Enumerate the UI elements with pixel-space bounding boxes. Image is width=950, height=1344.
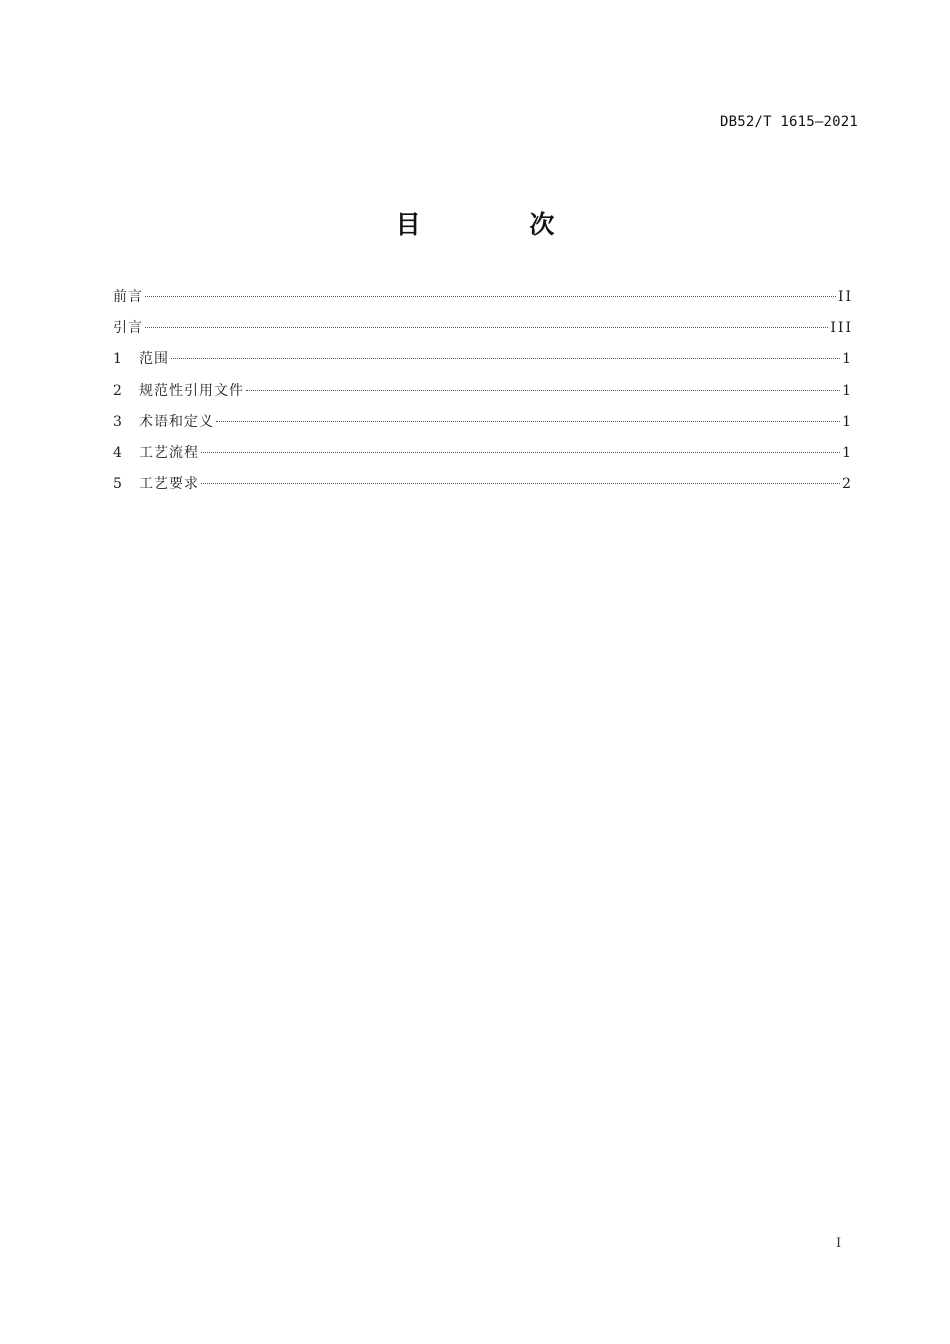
dot-leader [216, 421, 840, 422]
toc-entry-page: III [830, 320, 853, 337]
toc-entry-scope[interactable] [113, 347, 851, 378]
toc-entry-process-requirements[interactable] [113, 472, 851, 503]
dot-leader [246, 390, 840, 391]
toc-entry-label: 工艺要求 [139, 476, 199, 493]
toc-entry-number: 1 [113, 351, 122, 368]
page-number: I [836, 1236, 842, 1251]
toc-entry-label: 前言 [113, 289, 143, 305]
toc-entry-process-flow[interactable] [113, 441, 851, 472]
toc-entry-page: II [837, 289, 853, 305]
toc-entry-number: 5 [113, 476, 122, 493]
toc-entry-label: 引言 [113, 320, 143, 337]
toc-entry-terms-definitions[interactable] [113, 410, 851, 441]
toc-entry-label: 术语和定义 [139, 413, 214, 430]
table-of-contents [113, 285, 851, 503]
toc-entry-foreword[interactable] [113, 285, 851, 316]
dot-leader [201, 452, 840, 453]
toc-entry-page: 1 [842, 382, 853, 399]
toc-entry-page: 2 [842, 476, 853, 493]
toc-entry-normative-references[interactable] [113, 379, 851, 410]
toc-entry-label: 规范性引用文件 [139, 382, 244, 399]
toc-entry-page: 1 [842, 444, 853, 461]
toc-entry-number: 2 [113, 382, 122, 399]
toc-title: 目 次 [395, 210, 605, 239]
toc-entry-number: 3 [113, 413, 122, 430]
dot-leader [171, 358, 840, 359]
document-code: DB52/T 1615—2021 [719, 114, 858, 130]
toc-entry-number: 4 [113, 444, 122, 461]
toc-entry-page: 1 [842, 413, 853, 430]
dot-leader [145, 296, 836, 297]
dot-leader [145, 327, 828, 328]
toc-entry-label: 范围 [139, 351, 169, 368]
toc-entry-label: 工艺流程 [139, 444, 199, 461]
toc-entry-page: 1 [842, 351, 853, 368]
dot-leader [201, 483, 840, 484]
toc-entry-introduction[interactable] [113, 316, 851, 347]
